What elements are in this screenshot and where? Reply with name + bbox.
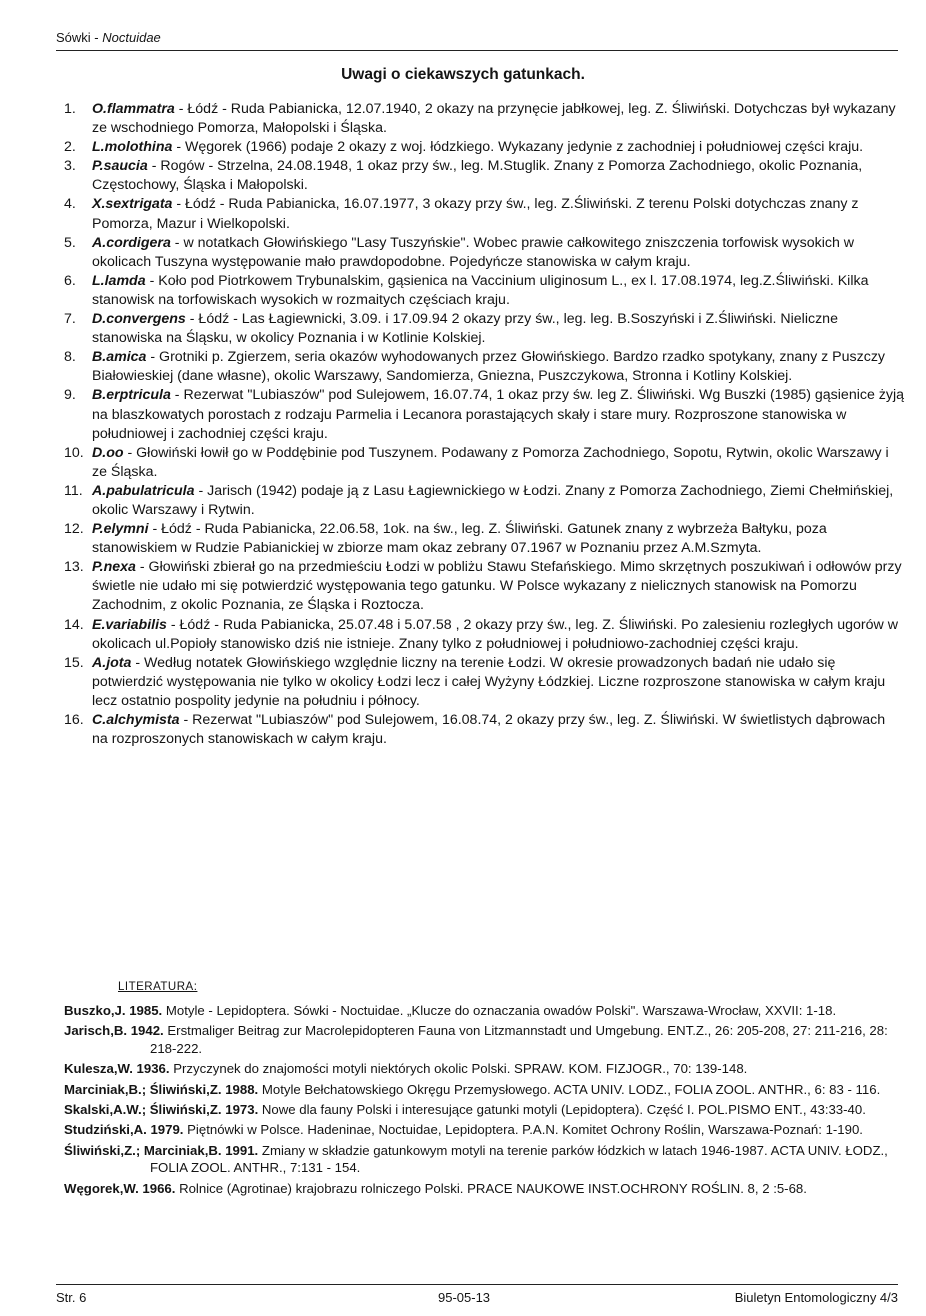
item-body (92, 386, 904, 443)
item-body (92, 195, 904, 233)
item-text: - Głowiński łowił go w Poddębinie pod Tuszynem. Podawany z Pomorza Zachodniego, Sopotu, Rytwin, okolic Warszawy i ze Śląska. (92, 444, 889, 480)
species-name: P.nexa (92, 559, 136, 576)
item-body (92, 654, 904, 711)
item-text: - Rogów - Strzelna, 24.08.1948, 1 okaz przy św., leg. M.Stuglik. Znany z Pomorza Zachodniego, okolic Poznania, Częstochowy, Śląska i Małopolski. (92, 158, 863, 194)
species-name: X.sextrigata (92, 196, 173, 213)
reference-author: Marciniak,B.; Śliwiński,Z. 1988. (64, 1081, 259, 1097)
header-prefix: Sówki - (56, 30, 103, 45)
species-name: B.erptricula (92, 387, 171, 404)
species-item (64, 386, 904, 443)
item-text: - w notatkach Głowińskiego "Lasy Tuszyńskie". Wobec prawie całkowitego zniszczenia torfowisk wysokich w okolicach Tuszyna występowanie mało prawdopodobne. Pojedyńcze stanowiska w całym kraju. (92, 234, 855, 270)
header-rule (56, 50, 898, 51)
reference (64, 1060, 904, 1077)
reference-author: Śliwiński,Z.; Marciniak,B. 1991. (64, 1142, 259, 1158)
item-text: - Węgorek (1966) podaje 2 okazy z woj. łódzkiego. Wykazany jedynie z zachodniej i południowej części kraju. (172, 139, 864, 156)
item-body (92, 482, 904, 520)
species-name: O.flammatra (92, 101, 175, 117)
reference (64, 1002, 904, 1019)
item-body (92, 138, 904, 157)
species-name: P.elymni (92, 521, 149, 538)
section-title: Uwagi o ciekawszych gatunkach. (341, 66, 585, 83)
species-item (64, 348, 904, 386)
species-name: E.variabilis (92, 616, 167, 633)
species-item (64, 157, 904, 195)
item-body (92, 520, 904, 558)
footer-rule (56, 1284, 898, 1285)
item-body (92, 100, 904, 138)
reference-text: Nowe dla fauny Polski i interesujące gatunki motyli (Lepidoptera). Część I. POL.PISMO ENT., 43:33-40. (258, 1102, 866, 1118)
reference-author: Skalski,A.W.; Śliwiński,Z. 1973. (64, 1102, 259, 1118)
species-name: A.cordigera (92, 234, 171, 251)
item-text: - Łódź - Ruda Pabianicka, 25.07.48 i 5.07.58 , 2 okazy przy św., leg. Z. Śliwiński. Po zalesieniu rozległych ugorów w okolicach ul.Popioły stanowisko dziś nie istnieje. Znany tylko z południowej i południowo-zachodniej części kraju. (92, 616, 898, 652)
item-body (92, 234, 904, 272)
reference-text: Piętnówki w Polsce. Hadeninae, Noctuidae, Lepidoptera. P.A.N. Komitet Ochrony Roślin, Warszawa-Poznań: 1-190. (183, 1122, 863, 1138)
reference-author: Węgorek,W. 1966. (64, 1180, 176, 1196)
page-number: Str. 6 (56, 1290, 87, 1305)
reference-text: Zmiany w składzie gatunkowym motyli na terenie parków łódzkich w latach 1946-1987. ACTA UNIV. ŁODZ., FOLIA ZOOL. ANTHR., 7:131 - 154. (150, 1142, 888, 1176)
species-name: A.pabulatricula (92, 482, 195, 499)
item-number: 6. (64, 272, 76, 289)
item-number: 9. (64, 387, 76, 404)
species-item (64, 444, 904, 482)
item-text: - Koło pod Piotrkowem Trybunalskim, gąsienica na Vaccinium uliginosum L., ex l. 17.08.1974, leg.Z.Śliwiński. Kilka stanowisk na torfowiskach wysokich w rozmaitych częściach kraju. (92, 272, 869, 308)
item-number: 15. (64, 654, 84, 671)
species-name: D.oo (92, 444, 124, 461)
item-body (92, 616, 904, 654)
item-number: 12. (64, 521, 84, 538)
item-number: 16. (64, 712, 84, 728)
reference-author: Studziński,A. 1979. (64, 1122, 184, 1138)
item-text: - Grotniki p. Zgierzem, seria okazów wyhodowanych przez Głowińskiego. Bardzo rzadko spotykany, znany z Puszczy Białowieskiej (dane własne), okolic Warszawy, Sandomierza, Gniezna, Puszczykowa, Stronna i Kotliny Kolskiej. (92, 349, 886, 385)
item-text: - Łódź - Ruda Pabianicka, 12.07.1940, 2 okazy na przynęcie jabłkowej, leg. Z. Śliwiński. Dotychczas był wykazany ze wschodniego Pomorza, Małopolski i Śląska. (92, 101, 896, 137)
species-name: L.lamda (92, 272, 146, 289)
species-item (64, 616, 904, 654)
item-number: 3. (64, 158, 76, 175)
reference-author: Buszko,J. 1985. (64, 1003, 163, 1018)
item-number: 1. (64, 101, 76, 117)
footer-date: 95-05-13 (438, 1290, 491, 1305)
species-list (64, 100, 904, 749)
item-body (92, 157, 904, 195)
header-italic: Noctuidae (102, 30, 161, 45)
species-item (64, 195, 904, 233)
reference (64, 1142, 904, 1177)
species-item (64, 654, 904, 711)
item-text: - Rezerwat "Lubiaszów" pod Sulejowem, 16.07.74, 1 okaz przy św. leg Z. Śliwiński. Wg Buszki (1985) gąsienice żyją na blaszkowatych porostach z rodzaju Parmelia i Lecanora porastających skały i stare mury. Rozproszone stanowiska w południowej i zachodniej części kraju. (92, 387, 905, 442)
species-name: C.alchymista (92, 712, 180, 728)
reference-text: Przyczynek do znajomości motyli niektórych okolic Polski. SPRAW. KOM. FIZJOGR., 70: 139-148. (169, 1061, 748, 1077)
reference-author: Jarisch,B. 1942. (64, 1023, 164, 1039)
item-number: 14. (64, 616, 84, 633)
reference-text: Rolnice (Agrotinae) krajobrazu rolniczego Polski. PRACE NAUKOWE INST.OCHRONY ROŚLIN. 8, 2 :5-68. (175, 1180, 807, 1196)
item-text: - Głowiński zbierał go na przedmieściu Łodzi w pobliżu Stawu Stefańskiego. Mimo skrzętnych poszukiwań i odłowów przy świetle nie udało mi się potwierdzić występowania tego gatunku. W Polsce wykazany z nielicznych stanowisk na Pomorzu Zachodnim, z okolic Poznania, ze Śląska i Roztocza. (92, 559, 902, 614)
species-name: P.saucia (92, 158, 148, 175)
reference-text: Erstmaliger Beitrag zur Macrolepidopteren Fauna von Litzmannstadt und Umgebung. ENT.Z., 26: 205-208, 27: 211-216, 28: 218-222. (150, 1023, 888, 1056)
item-text: - Jarisch (1942) podaje ją z Lasu Łagiewnickiego w Łodzi. Znany z Pomorza Zachodniego, Ziemi Chełmińskiej, okolic Warszawy i Rytwin. (92, 482, 894, 518)
item-number: 11. (64, 482, 83, 499)
item-body (92, 348, 904, 386)
item-body (92, 272, 904, 310)
item-number: 10. (64, 444, 84, 461)
item-body (92, 444, 904, 482)
species-item (64, 100, 904, 138)
item-number: 8. (64, 349, 76, 366)
species-item (64, 234, 904, 272)
reference-text: Motyle Bełchatowskiego Okręgu Przemysłowego. ACTA UNIV. LODZ., FOLIA ZOOL. ANTHR., 6: 83 - 116. (258, 1081, 881, 1097)
item-body (92, 711, 904, 749)
species-item (64, 272, 904, 310)
species-name: A.jota (92, 654, 132, 671)
item-body (92, 558, 904, 615)
item-text: - Według notatek Głowińskiego względnie liczny na terenie Łodzi. W okresie prowadzonych badań nie udało się potwierdzić występowania nie tylko w okolicy Łodzi lecz i całej Wyżyny Łódzkiej. Liczne rozproszone stanowiska w całym kraju lecz ostatnio pospolity jedynie na południu i północy. (92, 654, 886, 709)
reference-author: Kulesza,W. 1936. (64, 1061, 170, 1077)
reference (64, 1081, 904, 1098)
species-item (64, 558, 904, 615)
journal-name: Biuletyn Entomologiczny 4/3 (734, 1290, 898, 1305)
reference (64, 1101, 904, 1118)
species-item (64, 711, 904, 749)
item-text: - Łódź - Las Łagiewnicki, 3.09. i 17.09.94 2 okazy przy św., leg. leg. B.Soszyński i Z.Śliwiński. Nieliczne stanowiska na Śląsku, w okolicy Poznania i w Kotlinie Kolskiej. (92, 311, 838, 347)
item-text: - Łódź - Ruda Pabianicka, 22.06.58, 1ok. na św., leg. Z. Śliwiński. Gatunek znany z wybrzeża Bałtyku, poza stanowiskiem w Rudzie Pabianickiej w zbiorze mam okaz zebrany 07.1967 w Poznaniu przez A.M.Szmyta. (92, 521, 827, 557)
item-number: 5. (64, 234, 76, 251)
item-number: 2. (64, 139, 76, 156)
references-list (64, 1002, 904, 1200)
species-name: L.molothina (92, 139, 173, 156)
item-number: 7. (64, 311, 76, 328)
species-item (64, 520, 904, 558)
reference-text: Motyle - Lepidoptera. Sówki - Noctuidae. „Klucze do oznaczania owadów Polski". Warszawa-Wrocław, XXVII: 1-18. (162, 1003, 837, 1018)
species-name: B.amica (92, 349, 147, 366)
literature-heading: LITERATURA: (118, 981, 198, 993)
species-item (64, 482, 904, 520)
reference (64, 1180, 904, 1197)
reference (64, 1121, 904, 1138)
species-item (64, 310, 904, 348)
item-number: 4. (64, 196, 76, 213)
item-number: 13. (64, 559, 84, 576)
item-body (92, 310, 904, 348)
running-header (56, 30, 161, 45)
species-name: D.convergens (92, 311, 186, 328)
reference (64, 1022, 904, 1057)
item-text: - Rezerwat "Lubiaszów" pod Sulejowem, 16.08.74, 2 okazy przy św., leg. Z. Śliwiński. W świetlistych dąbrowach na rozproszonych stanowiskach w całym kraju. (92, 712, 886, 748)
item-text: - Łódź - Ruda Pabianicka, 16.07.1977, 3 okazy przy św., leg. Z.Śliwiński. Z terenu Polski dotychczas znany z Pomorza, Mazur i Wielkopolski. (92, 196, 859, 232)
species-item (64, 138, 904, 157)
